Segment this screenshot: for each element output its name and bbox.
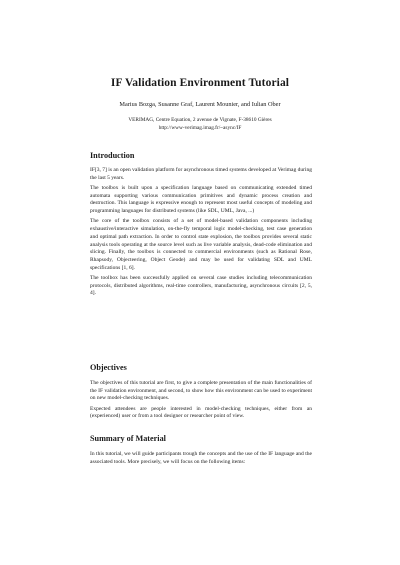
- paragraph: The toolbox has been successfully applied on several case studies including telecommunication protocols, distributed algorithms, real-time controllers, manufacturing, asynchronous circuits [2, 5, 4].: [90, 274, 312, 297]
- section-summary-body: [90, 451, 312, 466]
- affiliation: [0, 116, 400, 132]
- paragraph: Expected attendees are people interested in model-checking techniques, either from an (experienced) user or from a tool designer or researcher point of view.: [90, 405, 312, 420]
- section-heading-objectives: Objectives: [90, 363, 127, 372]
- section-heading-summary: Summary of Material: [90, 434, 166, 443]
- paper-title: IF Validation Environment Tutorial: [110, 77, 290, 89]
- section-introduction-body: [90, 167, 312, 298]
- affiliation-address: VERIMAG, Centre Equation, 2 avenue de Vignate, F-38610 Gières: [128, 117, 272, 123]
- section-objectives-body: [90, 380, 312, 421]
- paragraph: The objectives of this tutorial are first, to give a complete presentation of the main functionalities of the IF validation environment, and second, to show how this environment can be used to experiment on new model-checking techniques.: [90, 380, 312, 402]
- author-list: Marius Bozga, Susanne Graf, Laurent Mounier, and Iulian Ober: [119, 101, 281, 108]
- paragraph: In this tutorial, we will guide participants trough the concepts and the use of the IF language and the associated tools. More precisely, we will focus on the following items:: [90, 451, 312, 465]
- paragraph: The toolbox is built upon a specification language based on communicating extended timed automata supporting various communication primitives and dynamic process creation and destruction. This language is expressive enough to represent most useful concepts of modeling and programming languages for distributed systems (like SDL, UML, Java, ...): [90, 185, 312, 215]
- section-heading-introduction: Introduction: [90, 151, 135, 160]
- paragraph: The core of the toolbox consists of a set of model-based validation components including exhaustive/interactive simulation, on-the-fly temporal logic model-checking, test case generation and optimal path extraction. In order to control state explosion, the toolbox provides several static analysis tools operating at the source level such as live variable analysis, dead-code elimination and slicing. Finally, the toolbox is connected to commercial environments (such as Rational Rose, Rhapsody, Objecteering, Object Geode) and may be used for validating SDL and UML specifications [1, 6].: [90, 218, 312, 271]
- affiliation-url: http://www-verimag.imag.fr/~async/IF: [158, 125, 242, 131]
- paragraph: IF[3, 7] is an open validation platform for asynchronous timed systems developed at Verimag during the last 5 years.: [90, 167, 312, 181]
